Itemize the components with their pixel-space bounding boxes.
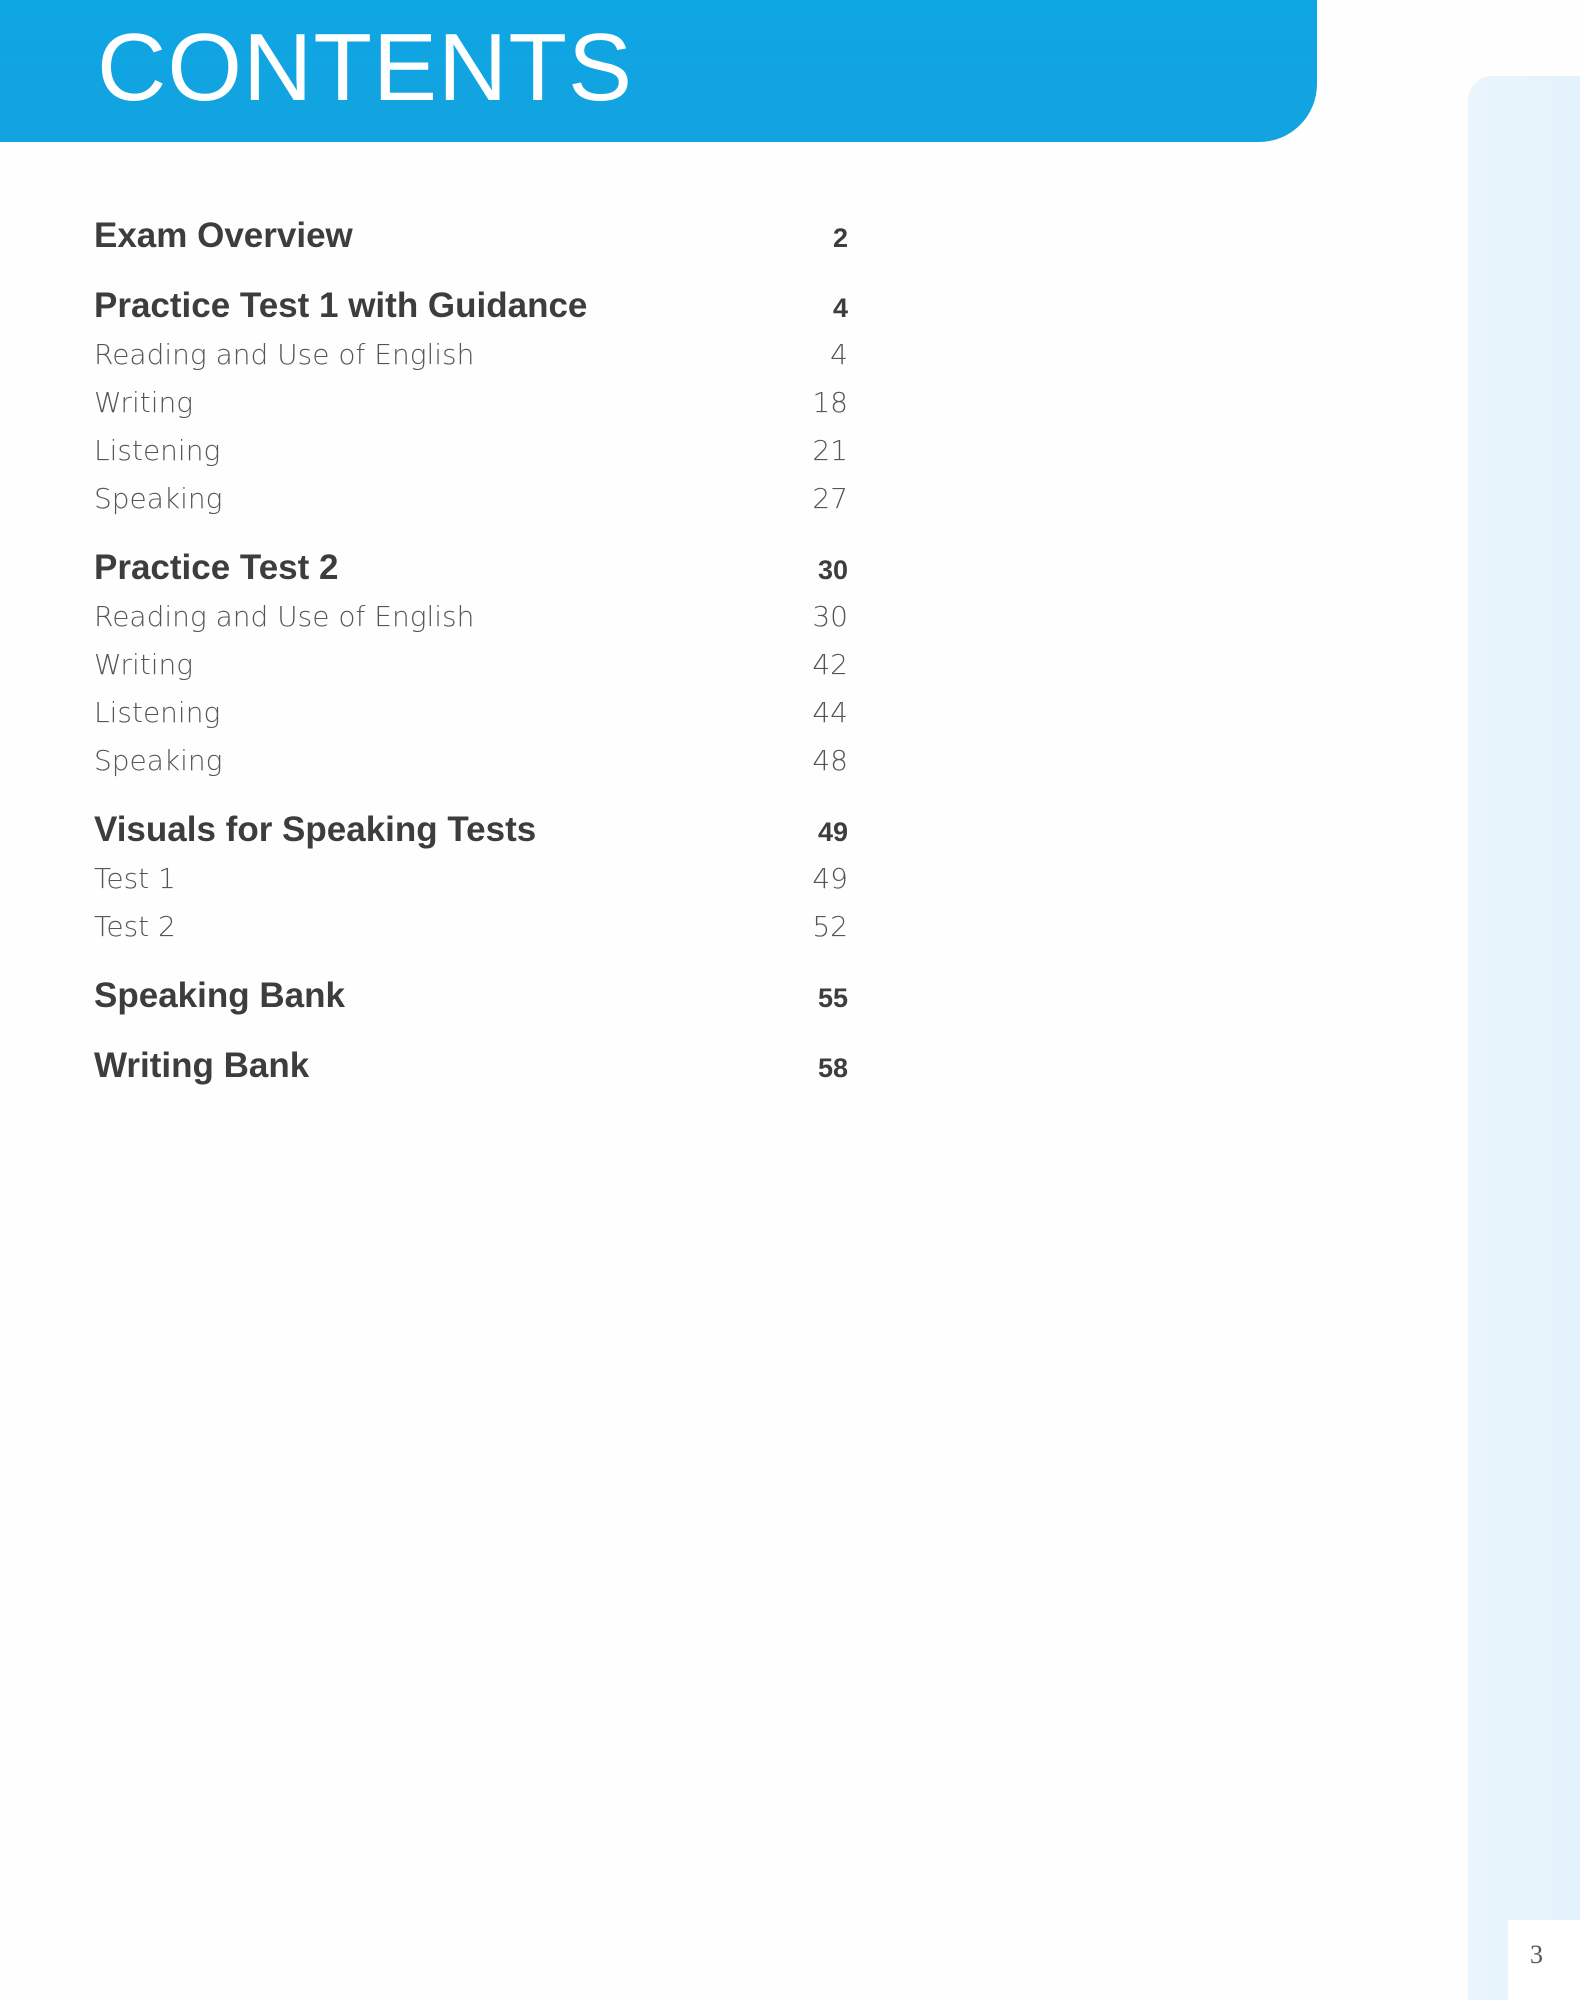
toc-item-row[interactable] <box>94 910 848 958</box>
toc-heading-row[interactable] <box>94 1046 848 1098</box>
side-panel <box>1468 76 1580 2000</box>
toc-heading-title: Practice Test 2 <box>94 548 339 587</box>
toc-heading-page: 30 <box>817 555 848 585</box>
toc-heading-title: Exam Overview <box>94 216 353 255</box>
toc-item-page: 42 <box>812 648 848 681</box>
toc-item-title: Reading and Use of English <box>94 600 475 633</box>
toc-item-title: Writing <box>94 648 194 681</box>
toc-heading-page: 55 <box>817 983 848 1013</box>
toc-item-title: Reading and Use of English <box>94 338 475 371</box>
toc-item-page: 48 <box>812 744 848 777</box>
toc-item-title: Writing <box>94 386 194 419</box>
toc-heading-row[interactable] <box>94 976 848 1028</box>
toc-section <box>94 1046 848 1098</box>
toc-heading-row[interactable] <box>94 216 848 268</box>
toc-heading-row[interactable] <box>94 810 848 862</box>
toc-item-page: 30 <box>812 600 848 633</box>
toc-item-row[interactable] <box>94 386 848 434</box>
table-of-contents <box>94 216 848 1116</box>
toc-item-row[interactable] <box>94 434 848 482</box>
toc-section <box>94 810 848 958</box>
toc-item-row[interactable] <box>94 696 848 744</box>
toc-heading-page: 4 <box>832 293 848 323</box>
page-number: 3 <box>1530 1940 1543 1969</box>
toc-item-page: 4 <box>830 338 848 371</box>
toc-heading-row[interactable] <box>94 548 848 600</box>
toc-item-row[interactable] <box>94 744 848 792</box>
toc-section <box>94 286 848 530</box>
toc-item-page: 44 <box>812 696 848 729</box>
toc-item-page: 49 <box>812 862 848 895</box>
toc-heading-title: Visuals for Speaking Tests <box>94 810 537 849</box>
toc-section <box>94 548 848 792</box>
toc-item-title: Speaking <box>94 482 223 515</box>
toc-section <box>94 216 848 268</box>
toc-item-row[interactable] <box>94 482 848 530</box>
toc-item-title: Test 2 <box>94 910 176 943</box>
toc-item-page: 21 <box>812 434 848 467</box>
toc-item-row[interactable] <box>94 862 848 910</box>
page-title: CONTENTS <box>97 14 633 121</box>
toc-item-title: Speaking <box>94 744 223 777</box>
toc-item-title: Test 1 <box>94 862 176 895</box>
toc-heading-row[interactable] <box>94 286 848 338</box>
toc-heading-title: Speaking Bank <box>94 976 345 1015</box>
header-band <box>0 0 1317 142</box>
toc-item-title: Listening <box>94 434 221 467</box>
toc-item-page: 27 <box>812 482 848 515</box>
toc-heading-page: 2 <box>832 223 848 253</box>
page-number-box <box>1508 1920 1580 2000</box>
toc-item-row[interactable] <box>94 600 848 648</box>
toc-heading-page: 49 <box>817 817 848 847</box>
toc-item-title: Listening <box>94 696 221 729</box>
toc-heading-page: 58 <box>817 1053 848 1083</box>
toc-item-page: 18 <box>812 386 848 419</box>
toc-item-row[interactable] <box>94 648 848 696</box>
toc-item-row[interactable] <box>94 338 848 386</box>
toc-section <box>94 976 848 1028</box>
toc-heading-title: Writing Bank <box>94 1046 310 1085</box>
toc-heading-title: Practice Test 1 with Guidance <box>94 286 588 325</box>
toc-item-page: 52 <box>812 910 848 943</box>
